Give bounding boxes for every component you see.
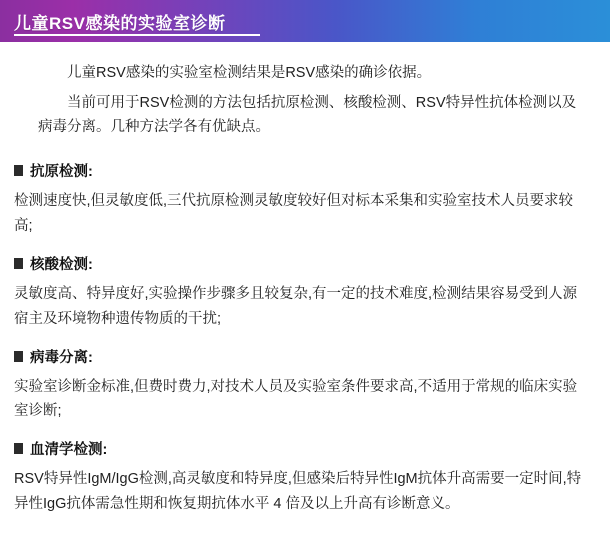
intro-block [14,62,596,140]
square-bullet-icon [14,351,23,362]
intro-paragraph-1: 儿童RSV感染的实验室检测结果是RSV感染的确诊依据。 [67,65,432,81]
section-nucleic-acid-title-text: 核酸检测: [30,256,93,273]
page-header [0,0,610,42]
section-serology [14,438,596,517]
section-virus-isolation-title-text: 病毒分离: [30,349,93,366]
section-virus-isolation-body: 实验室诊断金标准,但费时费力,对技术人员及实验室条件要求高,不适用于常规的临床实验室诊断; [14,378,578,420]
page-title: 儿童RSV感染的实验室诊断 [14,13,226,33]
section-antigen-body: 检测速度快,但灵敏度低,三代抗原检测灵敏度较好但对标本采集和实验室技术人员要求较高; [14,192,574,234]
square-bullet-icon [14,258,23,269]
section-serology-body: RSV特异性IgM/IgG检测,高灵敏度和特异度,但感染后特异性IgM抗体升高需要一定时间,特异性IgG抗体需急性期和恢复期抗体水平 4 倍及以上升高有诊断意义。 [14,471,582,513]
section-virus-isolation [14,346,596,425]
section-nucleic-acid [14,253,596,332]
section-antigen-title-text: 抗原检测: [30,163,93,180]
section-serology-title [14,438,596,459]
section-nucleic-acid-body: 灵敏度高、特异度好,实验操作步骤多且较复杂,有一定的技术难度,检测结果容易受到人源宿主及环境物种遗传物质的干扰; [14,285,578,327]
section-serology-title-text: 血清学检测: [30,442,108,459]
section-virus-isolation-title [14,346,596,367]
intro-paragraph-2: 当前可用于RSV检测的方法包括抗原检测、核酸检测、RSV特异性抗体检测以及病毒分离。几种方法学各有优缺点。 [38,94,577,135]
document-content [0,42,610,517]
section-antigen-title [14,160,596,181]
section-antigen [14,160,596,239]
square-bullet-icon [14,165,23,176]
section-nucleic-acid-title [14,253,596,274]
square-bullet-icon [14,443,23,454]
title-underline [14,34,260,36]
